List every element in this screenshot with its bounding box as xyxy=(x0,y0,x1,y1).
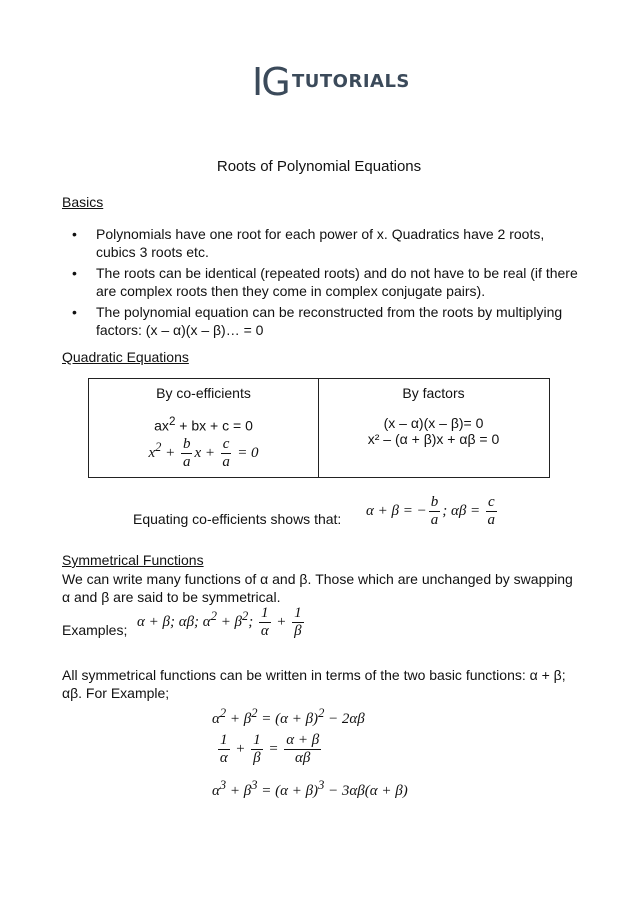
identity-sum-cubes: $\alpha^3 + \beta^3 = (\alpha + \beta)^3 - 3\alpha\beta(\alpha + \beta)$ xyxy=(212,778,408,799)
coefficient-equation: $ax^2$ + bx + c = 0 xyxy=(154,415,253,434)
normalized-equation: $x^2$ + $\frac{b}{a}$ x + $\frac{c}{a}$ = 0 xyxy=(148,435,259,470)
symmetric-heading: Symmetrical Functions xyxy=(62,552,204,568)
vieta-formula: α + β = − $\frac{b}{a}$ ; αβ = $\frac{c}{a}$ xyxy=(366,494,496,528)
list-item: • The polynomial equation can be reconstructed from the roots by multiplying factors: (x – α)(x – β)… = 0 xyxy=(62,303,582,339)
symmetric-paragraph: We can write many functions of α and β. Those which are unchanged by swapping α and β are said to be symmetrical. xyxy=(62,571,573,605)
identity-sum-squares: $\alpha^2 + \beta^2 = (\alpha + \beta)^2 - 2\alpha\beta$ xyxy=(212,706,365,727)
quadratic-table xyxy=(88,378,550,478)
col-coefficients-header: By co-efficients xyxy=(156,385,251,401)
equating-label: Equating co-efficients shows that: xyxy=(133,511,342,527)
identity-reciprocals: $\frac{1}{\alpha}$ + $\frac{1}{\beta}$ = $\frac{\alpha + \beta}{\alpha\beta}$ xyxy=(219,732,320,766)
basics-heading: Basics xyxy=(62,194,104,210)
col-factors xyxy=(319,385,548,447)
logo xyxy=(252,60,410,104)
page-title: Roots of Polynomial Equations xyxy=(216,158,422,175)
logo-mark: IG xyxy=(252,60,289,104)
logo-text: TUTORIALS xyxy=(292,71,410,92)
list-item: • The roots can be identical (repeated roots) and do not have to be real (if there are complex roots then they come in complex conjugate pairs). xyxy=(62,264,582,300)
list-item: • Polynomials have one root for each power of x. Quadratics have 2 roots, cubics 3 roots etc. xyxy=(62,225,582,261)
examples-label: Examples; xyxy=(62,622,128,638)
symmetric-paragraph-2: All symmetrical functions can be written in terms of the two basic functions: α + β; αβ. For Example; xyxy=(62,667,566,701)
factor-equation: (x – α)(x – β)= 0 xyxy=(383,415,484,431)
col-coefficients xyxy=(89,385,318,471)
basics-list xyxy=(62,225,582,342)
expanded-equation: x² – (α + β)x + αβ = 0 xyxy=(367,431,500,447)
col-factors-header: By factors xyxy=(402,385,465,401)
examples-formula: α + β; αβ; $\alpha^2 + \beta^2$; $\frac{1}{\alpha}$ + $\frac{1}{\beta}$ xyxy=(137,605,302,639)
quadratic-heading: Quadratic Equations xyxy=(62,349,189,365)
